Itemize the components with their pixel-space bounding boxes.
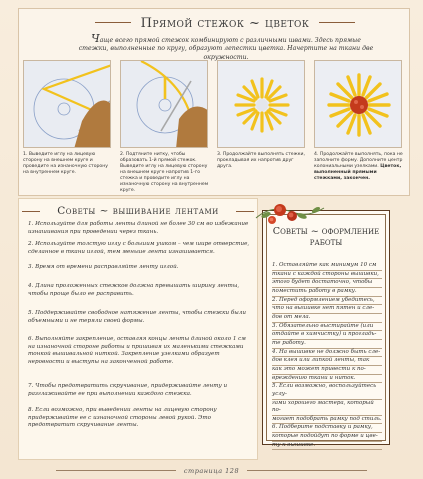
framing-line: поместить работу в рамку. [272, 288, 382, 297]
roses-decoration [252, 196, 328, 230]
framing-line: 6. Подберите подставку и рамку, [272, 424, 382, 433]
ribbon-tip-6: 6. Выполняйте закрепление, оставляя концы ленты длиной около 1 см на изнаночной стороне работы и пришивая их маленькими стежками тонкой вышивальной ниткой. Закрепление узелками образует неровности и выступы на законченной работе. [28, 336, 246, 365]
framing-line: вреждению ткани и ниток. [272, 375, 382, 384]
step-4-caption: 4. Продолжайте выполнять, пока не заполните форму. Дополните центр колониальными узелками. Цветок, выполненный прямыми стежками, закончен. [314, 152, 403, 181]
framing-line: 1. Оставляйте как минимум 10 см [272, 262, 382, 271]
step-2-illustration [121, 61, 208, 148]
framing-line: 5. Если возможно, воспользуйтесь услу- [272, 383, 382, 399]
intro-text [76, 32, 376, 62]
framing-line: ткани с каждой стороны вышивки, [272, 271, 382, 280]
step-3-illustration [218, 61, 305, 148]
step-3-photo [217, 60, 305, 148]
framing-line: те работу. [272, 340, 382, 349]
framing-tips-text [272, 262, 382, 450]
ribbon-tip-4: 4. Длина проложенных стежков должна превышать ширину ленты, чтобы проще было ее расправить. [28, 283, 240, 297]
step-1-illustration [24, 61, 111, 148]
steps [23, 60, 406, 193]
step-1-caption: 1. Выведите иглу на лицевую сторону на внешнем круге и проведите на изнаночную сторону на внутреннем круге. [23, 152, 108, 175]
step-2-photo [120, 60, 208, 148]
framing-line: этого будет достаточно, чтобы [272, 279, 382, 288]
ribbon-tip-8: 8. Если возможно, при выведении ленты на лицевую сторону придерживайте ее с изнаночной стороны левой рукой. Это предотвратит скручивание ленты. [28, 407, 217, 429]
framing-line: могает подобрать рамку под стиль. [272, 416, 382, 425]
framing-line: 2. Перед оформлением убедитесь, [272, 297, 382, 306]
step-2-caption: 2. Подтяните нитку, чтобы образовать 1-й прямой стежок. Выведите иглу на лицевую сторону на внешнем круге напротив 1-го стежка и проведите иглу на изнаночную сторону на внутреннем круге. [120, 152, 209, 193]
intro-dropcap: Ч [91, 32, 100, 45]
step-4-photo [314, 60, 402, 148]
framing-line: 4. На вышивке не должно быть сле- [272, 349, 382, 358]
framing-line: как это может привести к по- [272, 366, 382, 375]
ribbon-tip-5: 5. Поддерживайте свободное натяжение ленты, чтобы стежки были объемными и не теряли своей формы. [28, 310, 247, 324]
framing-line: которые подойдут по форме и цве- [272, 433, 382, 442]
framing-line: отдайте в химчистку) и прогладь- [272, 331, 382, 340]
framing-tips-title: Советы ~ оформление работы [272, 226, 380, 248]
framing-line: гами хорошего мастера, который по- [272, 400, 382, 416]
page-number: страница 128 [183, 466, 240, 475]
ribbon-tip-2: 2. Используйте толстую иглу с большим ушком – чем шире отверстие, сделанное в ткани иглой, тем меньше лента изнашивается. [28, 241, 250, 255]
framing-line: дов от мела. [272, 314, 382, 323]
ribbon-tip-7: 7. Чтобы предотвратить скручивание, придерживайте ленту и разглаживайте ее при выполнении каждого стежка. [28, 383, 228, 397]
ribbon-tips-title: Советы ~ вышивание лентами [28, 205, 248, 217]
framing-line: 3. Обязательно выстирайте (или [272, 323, 382, 332]
framing-line: ту к вышивке. [272, 442, 382, 451]
ribbon-tip-1: 1. Используйте для работы ленты длиной не более 30 см во избежание изнашивания при проведении через ткань. [28, 221, 249, 235]
section-title-bar [95, 14, 355, 32]
step-4-illustration [315, 61, 402, 148]
framing-line: дов клея или липкой ленты, так [272, 357, 382, 366]
intro-body: аще всего прямой стежок комбинируют с различными швами. Здесь прямые стежки, выполненные по кругу, образуют лепестки цветка. Начертите на ткани две окружности. [78, 37, 374, 61]
framing-line: что на вышивке нет пятен и сле- [272, 305, 382, 314]
page-footer [0, 462, 423, 479]
step-1-photo [23, 60, 111, 148]
step-3-caption: 3. Продолжайте выполнять стежки, прокладывая их напротив друг друга. [217, 152, 305, 169]
section-title: Прямой стежок ~ цветок [140, 15, 310, 31]
ribbon-tip-3: 3. Время от времени расправляйте ленту иглой. [28, 264, 179, 270]
